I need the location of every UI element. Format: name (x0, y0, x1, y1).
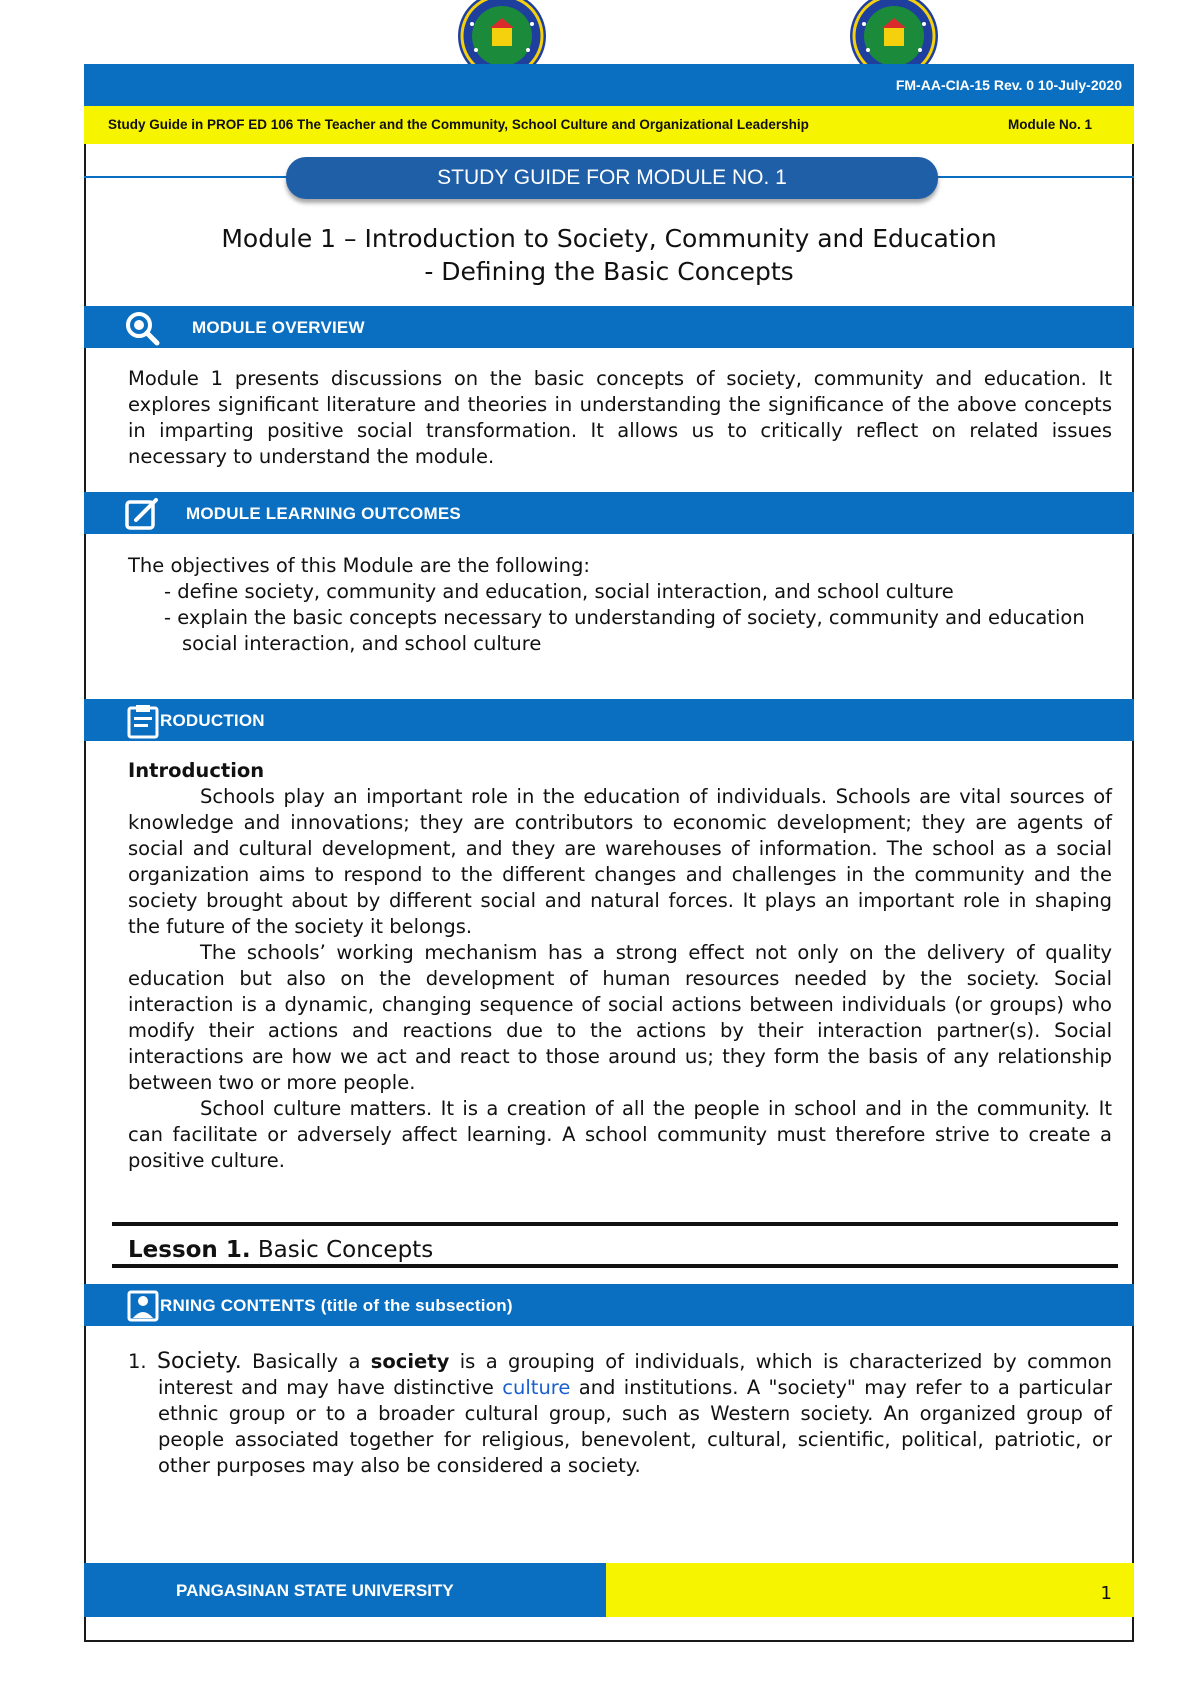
section-learning-outcomes (84, 492, 1134, 534)
introduction-subheading: Introduction (128, 759, 265, 782)
introduction-paragraph: School culture matters. It is a creation of all the people in school and in the community. It can facilitate or adversely affect learning. A school community must therefore strive to create a positive culture. (128, 1097, 1112, 1172)
introduction-paragraph: The schools’ working mechanism has a strong effect not only on the delivery of quality education but also on the development of human resources needed by the society. Social interaction is a dynamic, changing sequence of social actions between individuals (or groups) who modify their actions and reactions due to the actions by their interaction partner(s). Social interactions are how we act and react to those around us; they form the basis of any relationship between two or more people. (128, 941, 1112, 1094)
university-seal-right (846, 0, 942, 68)
form-code: FM-AA-CIA-15 Rev. 0 10-July-2020 (895, 77, 1122, 93)
section-learning-contents (84, 1284, 1134, 1326)
study-guide-title: Study Guide in PROF ED 106 The Teacher and the Community, School Culture and Organizational Leadership (108, 117, 809, 132)
footer-bar (84, 1563, 606, 1617)
page-number: 1 (1100, 1583, 1112, 1604)
lesson-number: Lesson 1. (128, 1237, 251, 1263)
module-number: Module No. 1 (1008, 117, 1092, 132)
objectives-intro: The objectives of this Module are the following: (128, 554, 590, 577)
module-title-line2: - Defining the Basic Concepts (424, 257, 794, 286)
university-name: PANGASINAN STATE UNIVERSITY (176, 1581, 454, 1600)
item-text: Basically a (252, 1350, 361, 1373)
culture-link[interactable]: culture (502, 1376, 571, 1399)
item-bold-word: society (370, 1350, 450, 1373)
item-term: Society. (157, 1349, 242, 1374)
section-introduction (84, 699, 1134, 741)
item-number: 1. (128, 1350, 147, 1373)
item-text: is a grouping of individuals, which is characterized by common interest and may have distinctive (158, 1350, 1113, 1399)
header-bar (84, 64, 1134, 106)
objective-item-continued: social interaction, and school culture (182, 632, 542, 655)
header-subbar (84, 106, 1134, 144)
lesson-heading (128, 1237, 433, 1263)
item-text: and institutions. A "society" may refer to a particular ethnic group or to a broader cultural group, such as Western society. An organized group of people associated together for religious, benevolent, cultural, scientific, political, patriotic, or other purposes may also be considered a society. (158, 1376, 1112, 1477)
reader-icon (126, 1288, 162, 1324)
university-seal-left (454, 0, 550, 68)
objective-item: - define society, community and education, social interaction, and school culture (164, 580, 954, 603)
overview-text (128, 366, 1112, 470)
module-title (84, 222, 1134, 288)
clipboard-icon (126, 703, 162, 739)
section-module-overview (84, 306, 1134, 348)
introduction-paragraph: Schools play an important role in the education of individuals. Schools are vital sources of knowledge and innovations; they are contributors to economic development; they are agents of social and cultural development, and they are warehouses of information. The school as a social organization aims to respond to the different changes and challenges in the community and the society brought about by different social and natural forces. It plays an important role in shaping the future of the society it belongs. (128, 785, 1112, 938)
content-item-society (128, 1349, 1112, 1479)
objectives-list (128, 553, 1112, 657)
lesson-title: Basic Concepts (257, 1237, 434, 1263)
lesson-rule-bottom (112, 1264, 1118, 1268)
section-label: MODULE OVERVIEW (192, 318, 365, 337)
magnifier-icon (124, 310, 160, 346)
footer-page-box (606, 1563, 1134, 1617)
section-label: RODUCTION (160, 711, 265, 730)
introduction-text (128, 758, 1112, 1174)
study-guide-banner: STUDY GUIDE FOR MODULE NO. 1 (286, 157, 938, 199)
module-title-line1: Module 1 – Introduction to Society, Community and Education (221, 224, 997, 253)
section-label: MODULE LEARNING OUTCOMES (186, 504, 461, 523)
overview-paragraph: Module 1 presents discussions on the basic concepts of society, community and education. It explores significant literature and theories in understanding the significance of the above concepts in imparting positive social transformation. It allows us to critically reflect on related issues necessary to understand the module. (128, 367, 1112, 468)
learning-contents-text (128, 1349, 1112, 1479)
pencil-edit-icon (124, 496, 160, 532)
lesson-rule-top (112, 1222, 1118, 1226)
objective-item: - explain the basic concepts necessary to understanding of society, community and education (164, 606, 1085, 629)
section-label: RNING CONTENTS (title of the subsection) (160, 1296, 513, 1315)
